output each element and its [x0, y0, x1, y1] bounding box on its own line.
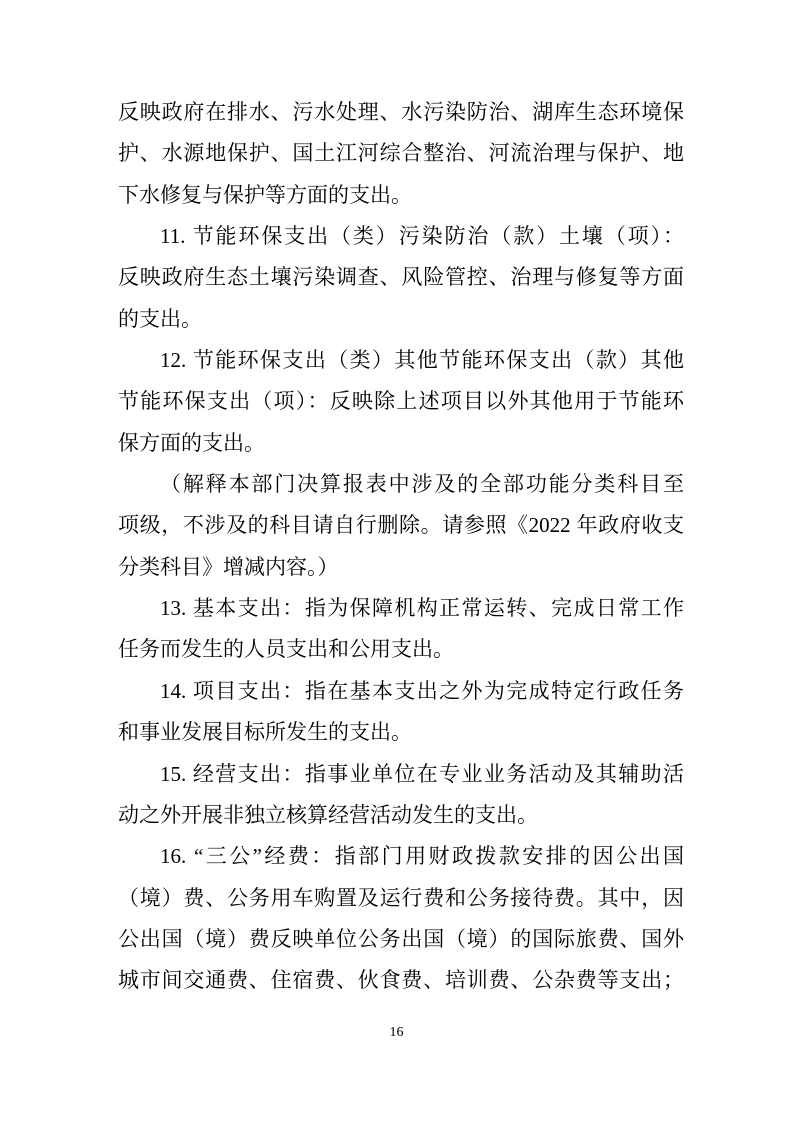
text-line: 分类科目》增减内容。） [118, 554, 339, 579]
text-line: （境）费、公务用车购置及运行费和公务接待费。其中，因 [118, 885, 684, 910]
text-line: 反映政府生态土壤污染调查、风险管控、治理与修复等方面 [118, 265, 684, 290]
page-number: 16 [389, 1025, 404, 1040]
text-line: 动之外开展非独立核算经营活动发生的支出。 [118, 802, 538, 827]
page-text [118, 92, 684, 1002]
text-line: 的支出。 [118, 306, 202, 331]
text-line: 14. 项目支出：指在基本支出之外为完成特定行政任务 [160, 678, 684, 703]
text-line: 护、水源地保护、国土江河综合整治、河流治理与保护、地 [118, 141, 684, 166]
text-line: 下水修复与保护等方面的支出。 [118, 182, 412, 207]
text-line: 和事业发展目标所发生的支出。 [118, 720, 412, 745]
text-line: 保方面的支出。 [118, 430, 265, 455]
text-line: 节能环保支出（项）：反映除上述项目以外其他用于节能环 [118, 389, 684, 414]
text-line: 城市间交通费、住宿费、伙食费、培训费、公杂费等支出； [118, 968, 684, 993]
text-line: （解释本部门决算报表中涉及的全部功能分类科目至 [160, 472, 684, 497]
text-line: 公出国（境）费反映单位公务出国（境）的国际旅费、国外 [118, 926, 684, 951]
text-line: 16. “三公”经费：指部门用财政拨款安排的因公出国 [160, 844, 684, 869]
text-line: 项级，不涉及的科目请自行删除。请参照《2022 年政府收支 [118, 513, 684, 538]
text-line: 13. 基本支出：指为保障机构正常运转、完成日常工作 [160, 596, 684, 621]
text-line: 12. 节能环保支出（类）其他节能环保支出（款）其他 [160, 348, 684, 373]
text-line: 11. 节能环保支出（类）污染防治（款）土壤（项）： [160, 224, 684, 249]
text-line: 任务而发生的人员支出和公用支出。 [118, 637, 454, 662]
text-line: 反映政府在排水、污水处理、水污染防治、湖库生态环境保 [118, 100, 684, 124]
text-line: 15. 经营支出：指事业单位在专业业务活动及其辅助活 [160, 761, 684, 786]
